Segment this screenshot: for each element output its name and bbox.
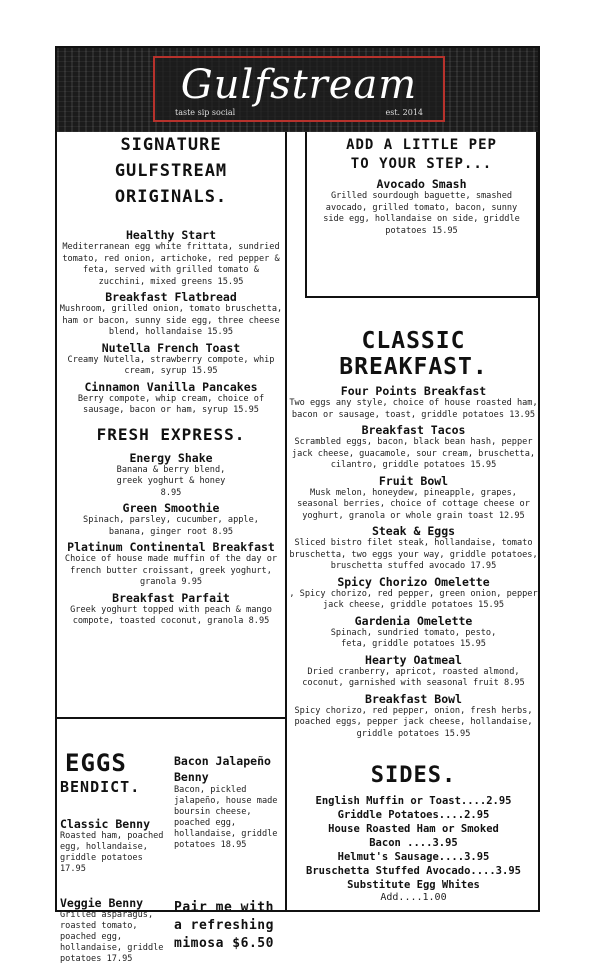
menu-item-name: Veggie Benny bbox=[60, 896, 144, 910]
menu-item-desc: Mediterranean egg white frittata, sundried tomato, red onion, artichoke, red pepper & feta, served with grilled tomato & zucchini, mixed greens 15.95 bbox=[62, 242, 280, 287]
menu-item bbox=[57, 540, 285, 589]
menu-item-desc: Spinach, sundried tomato, pesto, feta, griddle potatoes 15.95 bbox=[330, 627, 497, 649]
signature-items bbox=[57, 228, 285, 417]
menu-item-name: Breakfast Parfait bbox=[112, 590, 230, 605]
menu-item-desc: Dried cranberry, apricot, roasted almond, coconut, garnished with seasonal fruit 8.95 bbox=[302, 666, 525, 688]
menu-item bbox=[57, 290, 285, 339]
menu-item-desc: Scrambled eggs, bacon, black bean hash, pepper jack cheese, guacamole, sour cream, bruschetta, cilantro, griddle potatoes 15.95 bbox=[291, 437, 536, 470]
menu-item bbox=[287, 692, 540, 741]
side-item: English Muffin or Toast....2.95 bbox=[315, 795, 512, 807]
menu-item-desc: Grilled asparagus, roasted tomato, poached egg, hollandaise, griddle potatoes 17.95 bbox=[60, 910, 164, 964]
menu-item bbox=[60, 896, 166, 965]
menu-item-desc: Banana & berry blend, greek yoghurt & honey 8.95 bbox=[116, 464, 226, 498]
menu-item bbox=[287, 524, 540, 573]
pep-box bbox=[305, 132, 538, 298]
menu-item-desc: Berry compote, whip cream, choice of sausage, bacon or ham, syrup 15.95 bbox=[77, 393, 265, 415]
menu-item-name: Steak & Eggs bbox=[371, 524, 456, 538]
menu-item-name: Platinum Continental Breakfast bbox=[67, 540, 275, 554]
menu-item-name: Breakfast Flatbread bbox=[105, 290, 237, 304]
menu-item bbox=[57, 341, 285, 378]
menu-item-desc: Grilled sourdough baguette, smashed avocado, grilled tomato, bacon, sunny side egg, hollandaise on side, griddle potatoes 15.95 bbox=[323, 191, 520, 236]
menu-item-desc: Musk melon, honeydew, pineapple, grapes, seasonal berries, choice of cottage cheese or yoghurt, granola or whole grain toast 12.95 bbox=[297, 487, 530, 521]
side-item: Bruschetta Stuffed Avocado....3.95 bbox=[306, 865, 521, 877]
menu-header bbox=[57, 48, 538, 132]
menu-item bbox=[287, 575, 540, 612]
signature-title: SIGNATURE GULFSTREAM ORIGINALS. bbox=[114, 135, 228, 207]
menu-item-name: Cinnamon Vanilla Pancakes bbox=[84, 379, 258, 394]
menu-item-desc: Creamy Nutella, strawberry compote, whip cream, syrup 15.95 bbox=[67, 354, 275, 376]
menu-item bbox=[57, 451, 285, 500]
menu-item-desc: Two eggs any style, choice of house roasted ham, bacon or sausage, toast, griddle potatoes 13.95 bbox=[289, 398, 538, 420]
side-item: House Roasted Ham or Smoked bbox=[328, 823, 499, 835]
left-column bbox=[57, 132, 285, 964]
logo: Gulfstream bbox=[180, 62, 418, 108]
menu-page bbox=[55, 46, 540, 964]
menu-item-name: Energy Shake bbox=[129, 450, 213, 465]
menu-item bbox=[57, 380, 285, 417]
menu-item-desc: Mushroom, grilled onion, tomato bruschetta, ham or bacon, sunny side egg, three cheese blend, hollandaise 15.95 bbox=[59, 304, 283, 337]
side-item: Bacon ....3.95 bbox=[369, 837, 458, 849]
menu-item-desc: Sliced bistro filet steak, hollandaise, tomato bruschetta, two eggs your way, griddle potatoes, bruschetta stuffed avocado 17.95 bbox=[289, 538, 538, 571]
menu-item bbox=[57, 591, 285, 628]
eggs-subtitle: BENDICT. bbox=[60, 778, 141, 796]
menu-item bbox=[60, 817, 166, 875]
menu-item-name: Avocado Smash bbox=[376, 177, 467, 191]
menu-item-desc: Choice of house made muffin of the day or french butter croissant, greek yoghurt, granola 9.95 bbox=[64, 554, 278, 587]
menu-item bbox=[287, 474, 540, 523]
classic-items bbox=[287, 384, 540, 740]
menu-item-name: Spicy Chorizo Omelette bbox=[337, 574, 490, 589]
menu-item-desc: Roasted ham, poached egg, hollandaise, griddle potatoes 17.95 bbox=[60, 831, 164, 874]
menu-item bbox=[174, 753, 278, 851]
eggs-title: EGGS bbox=[65, 749, 127, 777]
fresh-items bbox=[57, 451, 285, 628]
side-item: Add....1.00 bbox=[380, 892, 447, 903]
menu-item-desc: , Spicy chorizo, red pepper, green onion, pepper jack cheese, griddle potatoes 15.95 bbox=[289, 588, 538, 610]
menu-item-name: Nutella French Toast bbox=[101, 340, 241, 355]
sides-title: SIDES. bbox=[370, 763, 457, 788]
menu-item bbox=[287, 423, 540, 472]
mimosa-pairing: Pair me with a refreshing mimosa $6.50 bbox=[174, 900, 274, 951]
side-item: Substitute Egg Whites bbox=[347, 879, 480, 891]
eggs-benedict-box bbox=[57, 717, 285, 964]
menu-item-name: Healthy Start bbox=[125, 228, 216, 242]
menu-item-desc: Spicy chorizo, red pepper, onion, fresh herbs, poached eggs, pepper jack cheese, hollandaise, griddle potatoes 15.95 bbox=[294, 705, 533, 739]
menu-item bbox=[287, 653, 540, 690]
tagline: taste sip social bbox=[175, 108, 236, 117]
menu-item-name: Classic Benny bbox=[60, 817, 151, 831]
menu-item-name: Hearty Oatmeal bbox=[365, 652, 462, 667]
logo-box bbox=[153, 56, 445, 122]
menu-item-name: Breakfast Bowl bbox=[365, 691, 462, 706]
pep-title: ADD A LITTLE PEP TO YOUR STEP... bbox=[346, 137, 497, 172]
eggs-title-block bbox=[60, 749, 141, 797]
menu-item bbox=[287, 614, 540, 651]
menu-item-desc: Spinach, parsley, cucumber, apple, banana, ginger root 8.95 bbox=[83, 515, 259, 537]
menu-item-desc: Greek yoghurt topped with peach & mango compote, toasted coconut, granola 8.95 bbox=[70, 604, 272, 626]
menu-item bbox=[57, 228, 285, 288]
menu-item bbox=[57, 501, 285, 538]
menu-item-desc: Bacon, pickled jalapeño, house made boursin cheese, poached egg, hollandaise, griddle potatoes 18.95 bbox=[174, 785, 278, 850]
menu-item-name: Bacon Jalapeño Benny bbox=[174, 754, 271, 784]
classic-title: CLASSIC BREAKFAST. bbox=[339, 328, 488, 380]
side-item: Helmut's Sausage....3.95 bbox=[337, 851, 490, 863]
established-year: est. 2014 bbox=[385, 108, 423, 117]
menu-item bbox=[307, 177, 536, 237]
sides-list bbox=[287, 794, 540, 904]
menu-item-name: Breakfast Tacos bbox=[361, 423, 466, 437]
menu-item-name: Green Smoothie bbox=[122, 501, 220, 515]
classic-breakfast-section bbox=[287, 328, 540, 904]
side-item: Griddle Potatoes....2.95 bbox=[337, 809, 490, 821]
fresh-express-title: FRESH EXPRESS. bbox=[96, 424, 246, 444]
menu-item-name: Gardenia Omelette bbox=[354, 613, 473, 628]
menu-item-name: Four Points Breakfast bbox=[340, 384, 487, 398]
menu-item bbox=[287, 384, 540, 421]
menu-item-name: Fruit Bowl bbox=[378, 473, 449, 488]
